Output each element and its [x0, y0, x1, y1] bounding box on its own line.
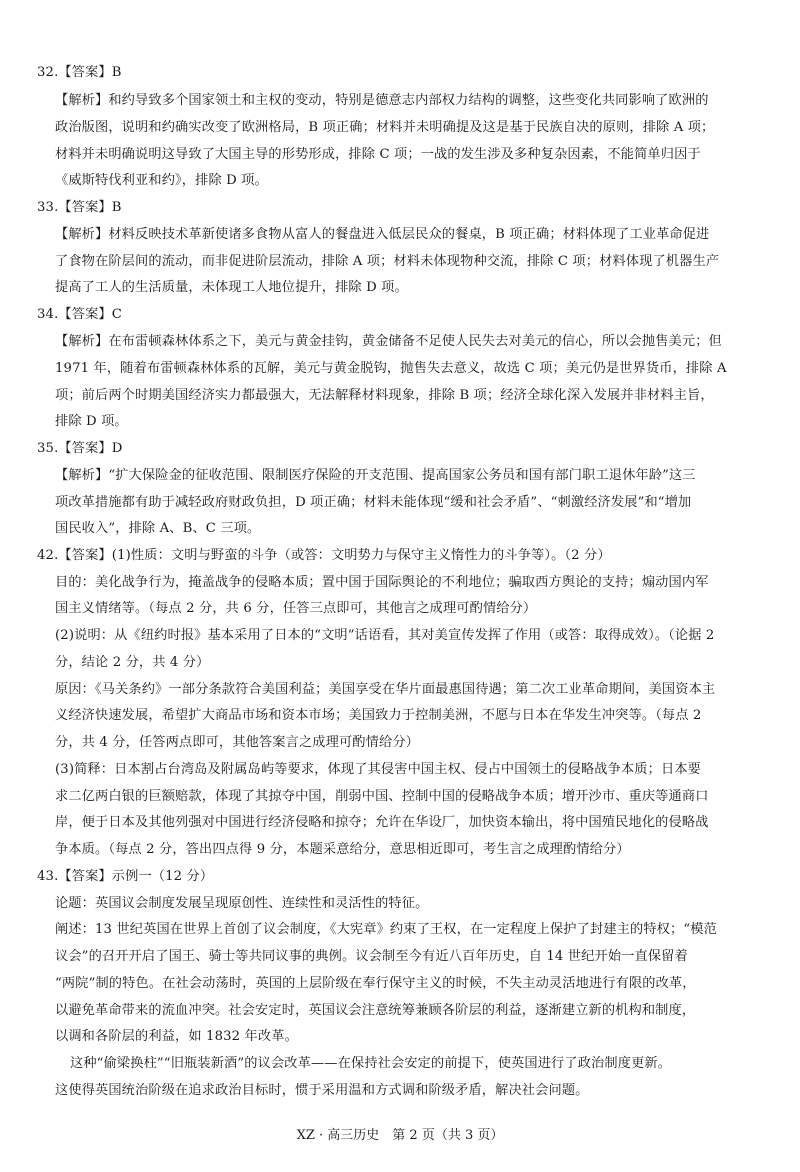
q43-line: “两院”制的特色。在社会动荡时，英国的上层阶级在奉行保守主义的时候，不失主动灵活地进行有限的改革， — [55, 976, 696, 991]
q42-line: 国主义情绪等。（每点 2 分，共 6 分，任答三点即可，其他言之成理可酌情给分） — [55, 601, 537, 616]
q35-analysis-line: 【解析】“扩大保险金的征收范围、限制医疗保险的开支范围、提高国家公务员和国有部门职工退休年龄”这三 — [55, 468, 696, 483]
q42-line: (3)简释：日本割占台湾岛及附属岛屿等要求，体现了其侵害中国主权、侵占中国领土的侵略战争本质；日本要 — [55, 762, 701, 777]
q42-answer: 42.【答案】(1)性质：文明与野蛮的斗争（或答：文明势力与保守主义惰性力的斗争等）。（2 分） — [37, 548, 611, 563]
q42-line: 分，共 4 分，任答两点即可，其他答案言之成理可酌情给分） — [55, 735, 419, 750]
q42-line: 义经济快速发展，希望扩大商品市场和资本市场；美国致力于控制美洲，不愿与日本在华发生冲突等。（每点 2 — [55, 708, 702, 723]
q33-analysis-line: 提高了工人的生活质量，未体现工人地位提升，排除 D 项。 — [55, 280, 408, 295]
q43-line: 以调和各阶层的利益，如 1832 年改革。 — [55, 1029, 298, 1044]
q42-line: 分，结论 2 分，共 4 分） — [55, 655, 210, 670]
q42-line: 目的：美化战争行为，掩盖战争的侵略本质；置中国于国际舆论的不利地位；骗取西方舆论的支持；煽动国内军 — [55, 575, 709, 590]
q34-answer: 34.【答案】C — [37, 307, 123, 322]
q33-answer: 33.【答案】B — [37, 200, 122, 215]
q32-analysis-line: 【解析】和约导致多个国家领土和主权的变动，特别是德意志内部权力结构的调整，这些变化共同影响了欧洲的 — [55, 93, 709, 108]
q35-analysis-line: 项改革措施都有助于减轻政府财政负担，D 项正确；材料未能体现“缓和社会矛盾”、“刺激经济发展”和“增加 — [55, 495, 692, 510]
q33-analysis-line: 【解析】材料反映技术革新使诸多食物从富人的餐盘进入低层民众的餐桌，B 项正确；材料体现了工业革命促进 — [55, 227, 710, 242]
q34-analysis-line: 项；前后两个时期美国经济实力都最强大，无法解释材料现象，排除 B 项；经济全球化深入发展并非材料主旨， — [55, 388, 714, 403]
q43-line: 这种“偷梁换柱”“旧瓶装新酒”的议会改革——在保持社会安定的前提下，使英国进行了政治制度更新。 — [70, 1056, 672, 1071]
q32-analysis-line: 材料并未明确说明这导致了大国主导的形势形成，排除 C 项；一战的发生涉及多种复杂因素，不能简单归因于 — [55, 147, 701, 162]
q42-line: (2)说明：从《纽约时报》基本采用了日本的“文明”话语看，其对美宣传发挥了作用（或答：取得成效）。（论据 2 — [55, 628, 715, 643]
q43-line: 议会”的召开开启了国王、骑士等共同议事的典例。议会制至今有近八百年历史，自 14 世纪开始一直保留着 — [55, 949, 688, 964]
q33-analysis-line: 了食物在阶层间的流动，而非促进阶层流动，排除 A 项；材料未体现物种交流，排除 C 项；材料体现了机器生产 — [55, 254, 720, 269]
q34-analysis-line: 【解析】在布雷顿森林体系之下，美元与黄金挂钩，黄金储备不足使人民失去对美元的信心，所以会抛售美元；但 — [55, 334, 722, 349]
q43-answer: 43.【答案】示例一（12 分） — [37, 869, 214, 884]
q34-analysis-line: 排除 D 项。 — [55, 414, 128, 429]
q43-line: 以避免革命带来的流血冲突。社会安定时，英国议会注意统筹兼顾各阶层的利益，逐渐建立新的机构和制度， — [55, 1003, 696, 1018]
q42-line: 争本质。（每点 2 分，答出四点得 9 分，本题采意给分，意思相近即可，考生言之成理酌情给分） — [55, 842, 630, 857]
q35-answer: 35.【答案】D — [37, 441, 123, 456]
q32-analysis-line: 《威斯特伐利亚和约》，排除 D 项。 — [55, 173, 268, 188]
page-footer: XZ · 高三历史 第 2 页（共 3 页） — [296, 1128, 504, 1143]
q42-line: 原因：《马关条约》一部分条款符合美国利益；美国享受在华片面最惠国待遇；第二次工业革命期间，美国资本主 — [55, 682, 716, 697]
q43-line: 阐述：13 世纪英国在世界上首创了议会制度，《大宪章》约束了王权，在一定程度上保护了封建主的特权；“模范 — [55, 922, 717, 937]
q43-line: 这使得英国统治阶级在追求政治目标时，惯于采用温和方式调和阶级矛盾，解决社会问题。 — [55, 1083, 589, 1098]
q34-analysis-line: 1971 年，随着布雷顿森林体系的瓦解，美元与黄金脱钩，抛售失去意义，故选 C 项；美元仍是世界货币，排除 A — [55, 361, 727, 376]
q42-line: 岸，便于日本及其他列强对中国进行经济侵略和掠夺；允许在华设厂，加快资本输出，将中国殖民地化的侵略战 — [55, 815, 709, 830]
q43-line: 论题：英国议会制度发展呈现原创性、连续性和灵活性的特征。 — [55, 896, 429, 911]
q42-line: 求二亿两白银的巨额赔款，体现了其掠夺中国，削弱中国、控制中国的侵略战争本质；增开沙市、重庆等通商口 — [55, 789, 709, 804]
q35-analysis-line: 国民收入”，排除 A、B、C 三项。 — [55, 521, 261, 536]
q32-analysis-line: 政治版图，说明和约确实改变了欧洲格局，B 项正确；材料并未明确提及这是基于民族自决的原则，排除 A 项； — [55, 120, 715, 135]
q32-answer: 32.【答案】B — [37, 65, 122, 80]
